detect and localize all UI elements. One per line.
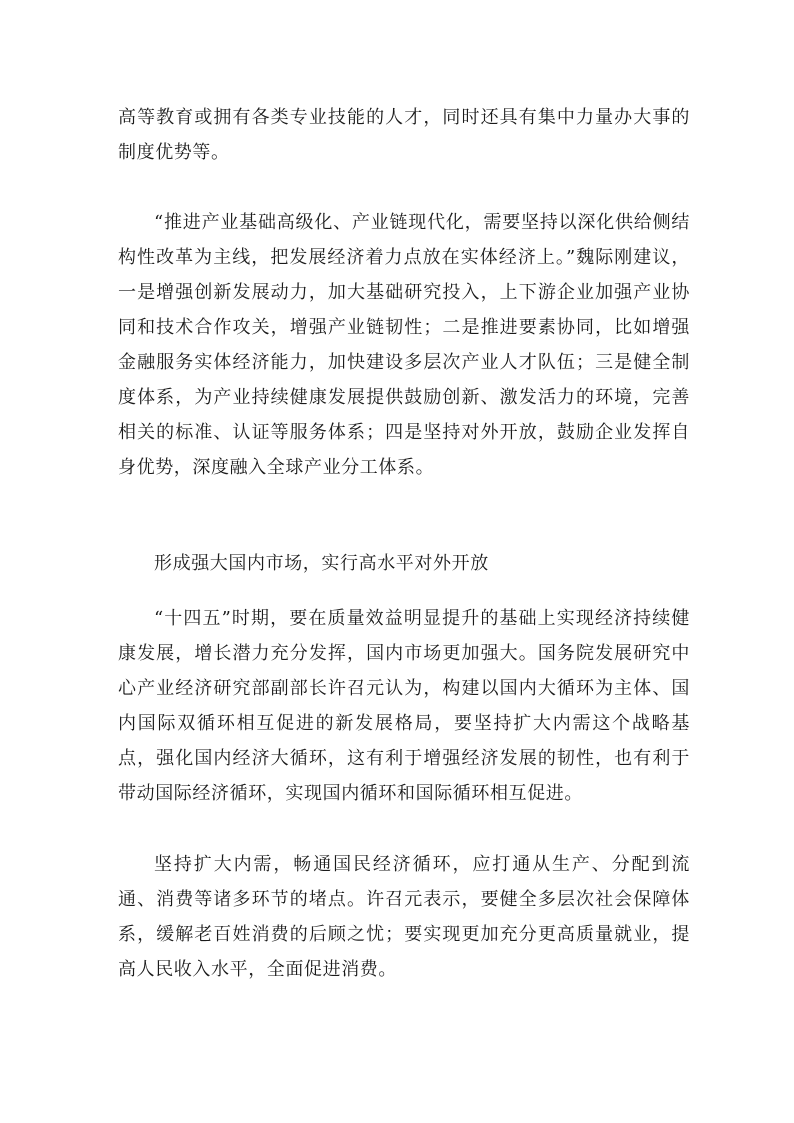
paragraph-block-3 <box>118 601 690 811</box>
paragraph-4: 坚持扩大内需，畅通国民经济循环，应打通从生产、分配到流通、消费等诸多环节的堵点。许召元表示，要健全多层次社会保障体系，缓解老百姓消费的后顾之忧；要实现更加充分更高质量就业，提高人民收入水平，全面促进消费。 <box>118 854 690 980</box>
paragraph-2: “推进产业基础高级化、产业链现代化，需要坚持以深化供给侧结构性改革为主线，把发展经济着力点放在实体经济上。”魏际刚建议，一是增强创新发展动力，加大基础研究投入，上下游企业加强产业协同和技术合作攻关，增强产业链韧性；二是推进要素协同，比如增强金融服务实体经济能力，加快建设多层次产业人才队伍；三是健全制度体系，为产业持续健康发展提供鼓励创新、激发活力的环境，完善相关的标准、认证等服务体系；四是坚持对外开放，鼓励企业发挥自身优势，深度融入全球产业分工体系。 <box>118 212 690 478</box>
section-heading: 形成强大国内市场，实行高水平对外开放 <box>154 553 489 574</box>
section-heading-block <box>118 546 690 581</box>
paragraph-3: “十四五”时期，要在质量效益明显提升的基础上实现经济持续健康发展，增长潜力充分发挥，国内市场更加强大。国务院发展研究中心产业经济研究部副部长许召元认为，构建以国内大循环为主体、国内国际双循环相互促进的新发展格局，要坚持扩大内需这个战略基点，强化国内经济大循环，这有利于增强经济发展的韧性，也有利于带动国际经济循环，实现国内循环和国际循环相互促进。 <box>118 608 690 804</box>
paragraph-continuation <box>118 100 690 170</box>
paragraph-block-4 <box>118 847 690 987</box>
paragraph-block-2 <box>118 205 690 485</box>
paragraph-1: 高等教育或拥有各类专业技能的人才，同时还具有集中力量办大事的制度优势等。 <box>118 107 690 163</box>
